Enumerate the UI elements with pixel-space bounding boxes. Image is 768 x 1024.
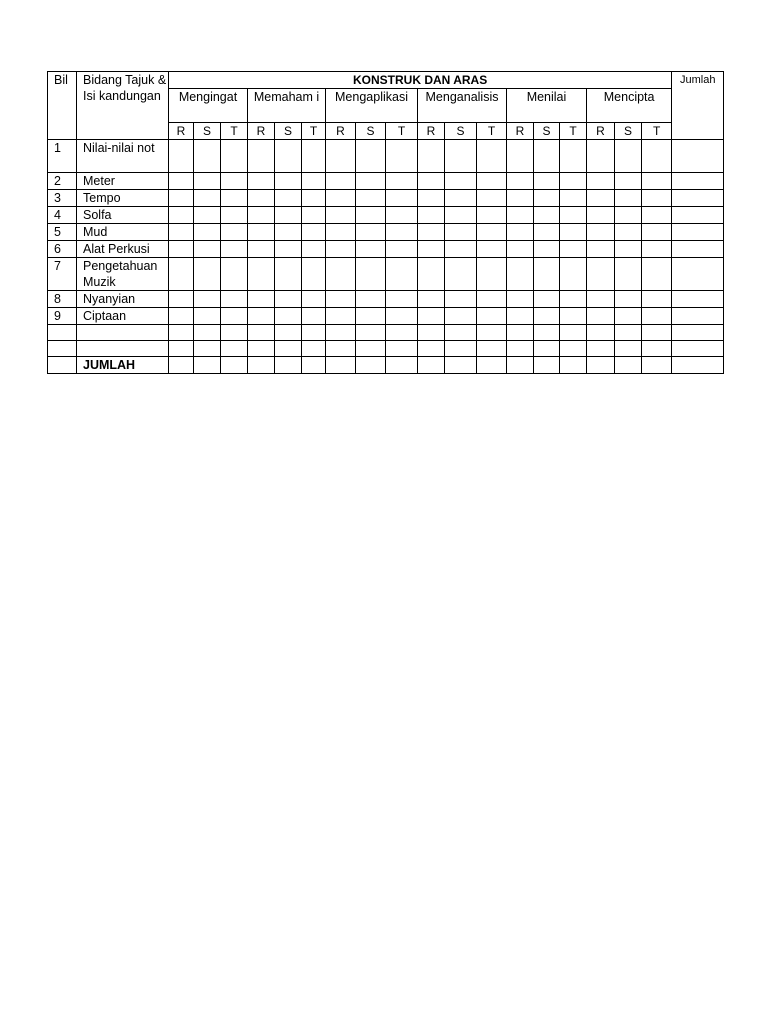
construct-mencipta: Mencipta <box>587 89 672 123</box>
table-row <box>48 140 724 173</box>
score-cell <box>477 341 507 357</box>
row-topic: Nilai-nilai not <box>77 140 169 173</box>
score-cell <box>560 291 587 308</box>
score-cell <box>275 224 302 241</box>
score-cell <box>534 258 560 291</box>
score-cell <box>248 173 275 190</box>
score-cell <box>477 325 507 341</box>
score-cell <box>507 291 534 308</box>
header-bidang: Bidang Tajuk & Isi kandungan <box>77 72 169 140</box>
table-row <box>48 224 724 241</box>
score-cell <box>386 308 418 325</box>
table-row <box>48 173 724 190</box>
score-cell <box>445 224 477 241</box>
total-cell <box>169 357 194 374</box>
score-cell <box>642 341 672 357</box>
score-cell <box>169 325 194 341</box>
row-topic: Nyanyian <box>77 291 169 308</box>
level-header-s: S <box>356 123 386 140</box>
total-cell <box>221 357 248 374</box>
score-cell <box>615 341 642 357</box>
score-cell <box>534 308 560 325</box>
score-cell <box>418 341 445 357</box>
score-cell <box>615 241 642 258</box>
total-cell <box>302 357 326 374</box>
total-cell <box>560 357 587 374</box>
total-cell <box>445 357 477 374</box>
score-cell <box>275 258 302 291</box>
score-cell <box>169 173 194 190</box>
score-cell <box>194 291 221 308</box>
score-cell <box>615 190 642 207</box>
score-cell <box>615 207 642 224</box>
score-cell <box>169 207 194 224</box>
score-cell <box>248 258 275 291</box>
level-header-r: R <box>587 123 615 140</box>
score-cell <box>169 140 194 173</box>
score-cell <box>248 140 275 173</box>
level-header-r: R <box>507 123 534 140</box>
level-header-r: R <box>248 123 275 140</box>
total-cell <box>194 357 221 374</box>
score-cell <box>560 207 587 224</box>
score-cell <box>418 325 445 341</box>
score-cell <box>507 207 534 224</box>
score-cell <box>356 341 386 357</box>
row-topic: Pengetahuan Muzik <box>77 258 169 291</box>
level-header-t: T <box>477 123 507 140</box>
score-cell <box>615 224 642 241</box>
score-cell <box>275 241 302 258</box>
score-cell <box>326 173 356 190</box>
score-cell <box>194 224 221 241</box>
table-row <box>48 291 724 308</box>
level-header-t: T <box>386 123 418 140</box>
header-konstruk: KONSTRUK DAN ARAS <box>169 72 672 89</box>
score-cell <box>587 173 615 190</box>
score-cell <box>534 241 560 258</box>
score-cell <box>356 308 386 325</box>
score-cell <box>587 308 615 325</box>
score-cell <box>587 190 615 207</box>
score-cell <box>587 258 615 291</box>
score-cell <box>302 258 326 291</box>
score-cell <box>356 325 386 341</box>
row-jumlah-cell <box>672 258 724 291</box>
score-cell <box>642 140 672 173</box>
score-cell <box>445 140 477 173</box>
score-cell <box>275 291 302 308</box>
score-cell <box>507 190 534 207</box>
row-jumlah-cell <box>672 241 724 258</box>
score-cell <box>248 291 275 308</box>
table-body <box>48 140 724 374</box>
score-cell <box>221 241 248 258</box>
score-cell <box>445 341 477 357</box>
score-cell <box>477 140 507 173</box>
level-header-r: R <box>418 123 445 140</box>
total-cell <box>326 357 356 374</box>
row-jumlah-cell <box>672 207 724 224</box>
score-cell <box>248 224 275 241</box>
score-cell <box>507 173 534 190</box>
score-cell <box>169 291 194 308</box>
score-cell <box>418 308 445 325</box>
table-row <box>48 190 724 207</box>
score-cell <box>221 224 248 241</box>
row-jumlah-cell <box>672 341 724 357</box>
score-cell <box>194 341 221 357</box>
score-cell <box>221 258 248 291</box>
row-jumlah-cell <box>672 325 724 341</box>
score-cell <box>477 291 507 308</box>
score-cell <box>248 207 275 224</box>
header-jumlah: Jumlah <box>672 72 724 140</box>
score-cell <box>477 207 507 224</box>
score-cell <box>326 291 356 308</box>
score-cell <box>477 224 507 241</box>
score-cell <box>642 173 672 190</box>
row-jumlah-cell <box>672 140 724 173</box>
row-bil: 5 <box>48 224 77 241</box>
score-cell <box>302 190 326 207</box>
level-header-t: T <box>302 123 326 140</box>
score-cell <box>534 341 560 357</box>
score-cell <box>356 207 386 224</box>
score-cell <box>477 190 507 207</box>
construct-mengaplikasi: Mengaplikasi <box>326 89 418 123</box>
score-cell <box>248 308 275 325</box>
row-jumlah-cell <box>672 291 724 308</box>
level-header-r: R <box>169 123 194 140</box>
row-bil: 7 <box>48 258 77 291</box>
total-jumlah-cell <box>672 357 724 374</box>
score-cell <box>221 308 248 325</box>
score-cell <box>507 341 534 357</box>
score-cell <box>248 341 275 357</box>
header-bil: Bil <box>48 72 77 140</box>
score-cell <box>386 140 418 173</box>
score-cell <box>560 241 587 258</box>
score-cell <box>302 291 326 308</box>
score-cell <box>642 207 672 224</box>
construct-menilai: Menilai <box>507 89 587 123</box>
score-cell <box>275 140 302 173</box>
score-cell <box>275 190 302 207</box>
score-cell <box>248 241 275 258</box>
table-row <box>48 341 724 357</box>
level-header-t: T <box>560 123 587 140</box>
score-cell <box>326 190 356 207</box>
score-cell <box>326 341 356 357</box>
score-cell <box>326 140 356 173</box>
score-cell <box>194 140 221 173</box>
score-cell <box>356 224 386 241</box>
score-cell <box>507 140 534 173</box>
score-cell <box>615 291 642 308</box>
score-cell <box>418 224 445 241</box>
score-cell <box>356 258 386 291</box>
score-cell <box>560 140 587 173</box>
row-topic: Tempo <box>77 190 169 207</box>
score-cell <box>302 140 326 173</box>
score-cell <box>560 325 587 341</box>
score-cell <box>386 341 418 357</box>
score-cell <box>445 258 477 291</box>
score-cell <box>534 224 560 241</box>
score-cell <box>445 207 477 224</box>
score-cell <box>445 190 477 207</box>
score-cell <box>560 341 587 357</box>
table-row <box>48 241 724 258</box>
score-cell <box>194 207 221 224</box>
score-cell <box>418 173 445 190</box>
total-cell <box>275 357 302 374</box>
score-cell <box>326 241 356 258</box>
level-header-s: S <box>194 123 221 140</box>
row-topic <box>77 341 169 357</box>
score-cell <box>587 224 615 241</box>
score-cell <box>302 173 326 190</box>
score-cell <box>275 173 302 190</box>
score-cell <box>587 341 615 357</box>
score-cell <box>534 291 560 308</box>
score-cell <box>221 207 248 224</box>
score-cell <box>356 190 386 207</box>
score-cell <box>642 325 672 341</box>
score-cell <box>560 258 587 291</box>
total-bil <box>48 357 77 374</box>
score-cell <box>615 140 642 173</box>
score-cell <box>386 207 418 224</box>
score-cell <box>221 291 248 308</box>
score-cell <box>356 140 386 173</box>
score-cell <box>418 291 445 308</box>
score-cell <box>587 325 615 341</box>
score-cell <box>302 308 326 325</box>
score-cell <box>534 207 560 224</box>
row-bil: 2 <box>48 173 77 190</box>
row-bil: 1 <box>48 140 77 173</box>
row-topic <box>77 325 169 341</box>
score-cell <box>534 190 560 207</box>
score-cell <box>275 341 302 357</box>
score-cell <box>615 325 642 341</box>
table-row <box>48 258 724 291</box>
score-cell <box>418 207 445 224</box>
score-cell <box>386 173 418 190</box>
score-cell <box>615 258 642 291</box>
score-cell <box>221 140 248 173</box>
row-jumlah-cell <box>672 173 724 190</box>
score-cell <box>386 190 418 207</box>
score-cell <box>169 190 194 207</box>
row-bil: 8 <box>48 291 77 308</box>
score-cell <box>642 308 672 325</box>
score-cell <box>615 308 642 325</box>
score-cell <box>275 207 302 224</box>
score-cell <box>302 224 326 241</box>
score-cell <box>642 190 672 207</box>
level-header-s: S <box>445 123 477 140</box>
score-cell <box>587 291 615 308</box>
total-cell <box>418 357 445 374</box>
score-cell <box>221 341 248 357</box>
score-cell <box>507 258 534 291</box>
score-cell <box>445 241 477 258</box>
total-cell <box>386 357 418 374</box>
level-header-s: S <box>534 123 560 140</box>
score-cell <box>386 325 418 341</box>
score-cell <box>386 241 418 258</box>
row-bil <box>48 341 77 357</box>
score-cell <box>560 190 587 207</box>
score-cell <box>248 325 275 341</box>
level-header-t: T <box>221 123 248 140</box>
total-cell <box>477 357 507 374</box>
row-bil: 6 <box>48 241 77 258</box>
score-cell <box>326 258 356 291</box>
score-cell <box>477 258 507 291</box>
score-cell <box>642 241 672 258</box>
row-bil: 3 <box>48 190 77 207</box>
level-header-r: R <box>326 123 356 140</box>
construct-menganalisis: Menganalisis <box>418 89 507 123</box>
row-topic: Mud <box>77 224 169 241</box>
score-cell <box>326 308 356 325</box>
score-cell <box>560 173 587 190</box>
total-cell <box>587 357 615 374</box>
score-cell <box>560 224 587 241</box>
score-cell <box>534 173 560 190</box>
score-cell <box>169 241 194 258</box>
score-cell <box>587 207 615 224</box>
construct-memahami: Memaham i <box>248 89 326 123</box>
level-header-s: S <box>275 123 302 140</box>
score-cell <box>275 325 302 341</box>
score-cell <box>275 308 302 325</box>
score-cell <box>221 173 248 190</box>
score-cell <box>302 325 326 341</box>
score-cell <box>507 241 534 258</box>
score-cell <box>418 258 445 291</box>
row-jumlah-cell <box>672 224 724 241</box>
score-cell <box>194 241 221 258</box>
score-cell <box>302 341 326 357</box>
score-cell <box>507 325 534 341</box>
score-cell <box>194 325 221 341</box>
row-jumlah-cell <box>672 190 724 207</box>
score-cell <box>386 291 418 308</box>
score-cell <box>386 224 418 241</box>
row-topic: Solfa <box>77 207 169 224</box>
score-cell <box>221 325 248 341</box>
row-topic: Meter <box>77 173 169 190</box>
row-topic: Ciptaan <box>77 308 169 325</box>
row-topic: Alat Perkusi <box>77 241 169 258</box>
score-cell <box>507 308 534 325</box>
score-cell <box>507 224 534 241</box>
score-cell <box>356 291 386 308</box>
score-cell <box>534 140 560 173</box>
total-label: JUMLAH <box>77 357 169 374</box>
score-cell <box>418 241 445 258</box>
row-bil: 4 <box>48 207 77 224</box>
score-cell <box>445 308 477 325</box>
score-cell <box>302 207 326 224</box>
total-row <box>48 357 724 374</box>
score-cell <box>169 341 194 357</box>
construct-level-table <box>47 71 724 374</box>
score-cell <box>642 258 672 291</box>
score-cell <box>445 325 477 341</box>
score-cell <box>194 308 221 325</box>
score-cell <box>615 173 642 190</box>
score-cell <box>169 308 194 325</box>
score-cell <box>445 173 477 190</box>
score-cell <box>326 207 356 224</box>
construct-mengingat: Mengingat <box>169 89 248 123</box>
row-bil <box>48 325 77 341</box>
score-cell <box>386 258 418 291</box>
score-cell <box>477 173 507 190</box>
score-cell <box>587 241 615 258</box>
score-cell <box>194 258 221 291</box>
level-header-t: T <box>642 123 672 140</box>
score-cell <box>418 190 445 207</box>
total-cell <box>248 357 275 374</box>
score-cell <box>445 291 477 308</box>
score-cell <box>169 224 194 241</box>
row-bil: 9 <box>48 308 77 325</box>
score-cell <box>418 140 445 173</box>
total-cell <box>615 357 642 374</box>
score-cell <box>477 241 507 258</box>
score-cell <box>587 140 615 173</box>
total-cell <box>507 357 534 374</box>
score-cell <box>356 241 386 258</box>
score-cell <box>326 224 356 241</box>
score-cell <box>302 241 326 258</box>
score-cell <box>477 308 507 325</box>
table-row <box>48 325 724 341</box>
score-cell <box>221 190 248 207</box>
score-cell <box>642 224 672 241</box>
total-cell <box>534 357 560 374</box>
score-cell <box>248 190 275 207</box>
score-cell <box>169 258 194 291</box>
level-header-s: S <box>615 123 642 140</box>
table-row <box>48 207 724 224</box>
table-row <box>48 308 724 325</box>
score-cell <box>560 308 587 325</box>
score-cell <box>326 325 356 341</box>
total-cell <box>642 357 672 374</box>
row-jumlah-cell <box>672 308 724 325</box>
score-cell <box>642 291 672 308</box>
score-cell <box>194 173 221 190</box>
score-cell <box>356 173 386 190</box>
score-cell <box>534 325 560 341</box>
total-cell <box>356 357 386 374</box>
score-cell <box>194 190 221 207</box>
